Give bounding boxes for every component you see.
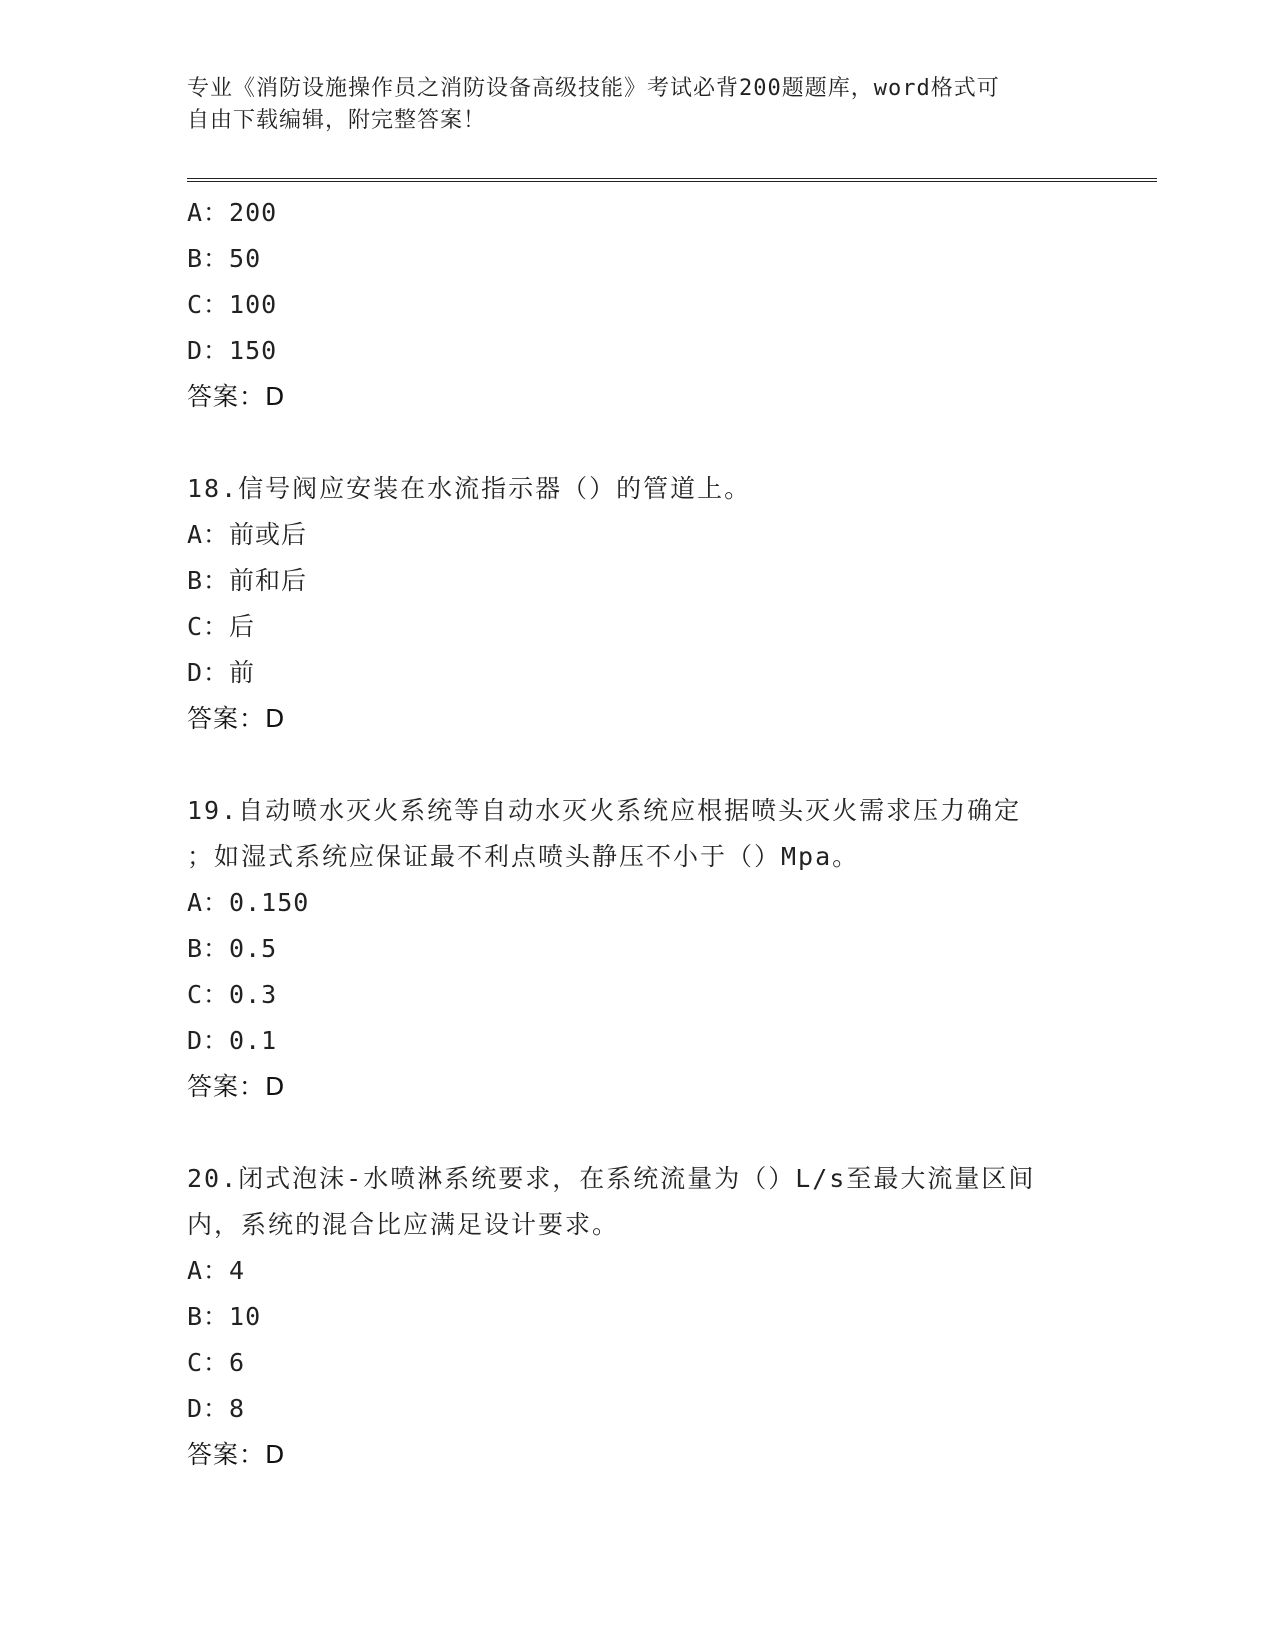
- answer-label: 答案：D: [187, 704, 286, 733]
- option-b: B：0.5: [187, 934, 278, 963]
- question-list: [187, 190, 1157, 1478]
- option-c: C：0.3: [187, 980, 278, 1009]
- document-header: [187, 73, 1067, 137]
- option-d: D：8: [187, 1394, 246, 1423]
- option-d: D：0.1: [187, 1026, 278, 1055]
- question-19: [187, 788, 1157, 1110]
- question-20: [187, 1156, 1157, 1478]
- option-a: A：4: [187, 1256, 246, 1285]
- option-a: A：前或后: [187, 520, 308, 549]
- option-b: B：10: [187, 1302, 262, 1331]
- answer-label: 答案：D: [187, 1440, 286, 1469]
- header-line-1: 专业《消防设施操作员之消防设备高级技能》考试必背200题题库，word格式可: [187, 76, 1000, 101]
- option-d: D：150: [187, 336, 278, 365]
- question-stem: 18.信号阀应安装在水流指示器（）的管道上。: [187, 474, 752, 503]
- option-a: A：200: [187, 198, 278, 227]
- question-stem-line-2: ；如湿式系统应保证最不利点喷头静压不小于（）Mpa。: [187, 842, 860, 871]
- option-b: B：50: [187, 244, 262, 273]
- option-c: C：后: [187, 612, 256, 641]
- answer-label: 答案：D: [187, 1072, 286, 1101]
- answer-label: 答案：D: [187, 382, 286, 411]
- option-a: A：0.150: [187, 888, 310, 917]
- question-17: [187, 190, 1157, 420]
- option-c: C：100: [187, 290, 278, 319]
- option-d: D：前: [187, 658, 256, 687]
- header-double-rule: [187, 178, 1157, 182]
- question-stem-line-1: 19.自动喷水灭火系统等自动水灭火系统应根据喷头灭火需求压力确定: [187, 796, 1022, 825]
- header-line-2: 自由下载编辑，附完整答案！: [187, 108, 487, 133]
- option-c: C：6: [187, 1348, 246, 1377]
- option-b: B：前和后: [187, 566, 308, 595]
- question-stem-line-2: 内，系统的混合比应满足设计要求。: [187, 1210, 620, 1239]
- question-18: [187, 466, 1157, 742]
- question-stem-line-1: 20.闭式泡沫-水喷淋系统要求，在系统流量为（）L/s至最大流量区间: [187, 1164, 1036, 1193]
